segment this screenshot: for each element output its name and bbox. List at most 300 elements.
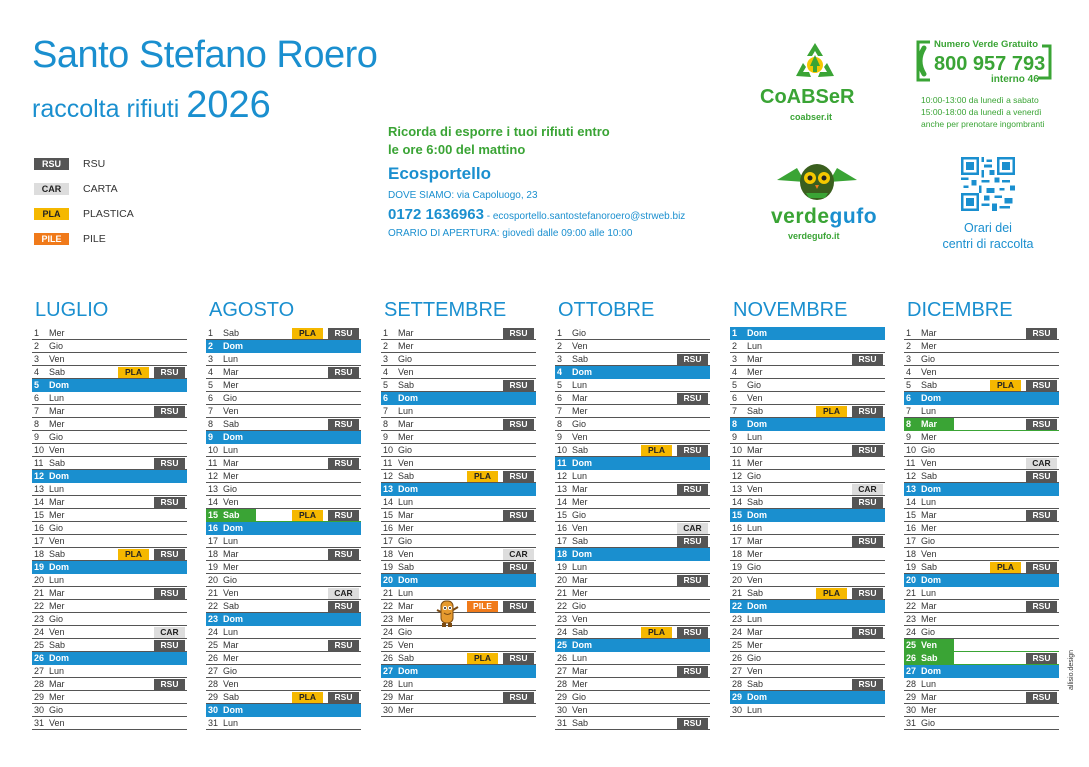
- day-row: [381, 496, 536, 509]
- weekday-name: Ven: [223, 588, 239, 598]
- rsu-collection-tag: RSU: [1026, 653, 1057, 664]
- sunday-row: [206, 522, 361, 535]
- owl-icon: [775, 160, 859, 202]
- weekday-name: Sab: [49, 367, 66, 377]
- weekday-name: Ven: [398, 640, 414, 650]
- day-row: [206, 548, 361, 561]
- month-column: [730, 300, 885, 717]
- ecosportello-phone[interactable]: 0172 1636963: [388, 206, 484, 223]
- reminder-text: [388, 123, 648, 159]
- day-number: 21: [732, 588, 743, 598]
- day-number: 13: [34, 484, 45, 494]
- weekday-name: Lun: [223, 536, 239, 546]
- day-row: [32, 613, 187, 626]
- day-number: 21: [383, 588, 394, 598]
- sunday-row: [730, 691, 885, 704]
- day-number: 18: [208, 549, 219, 559]
- weekday-name: Lun: [747, 341, 763, 351]
- weekday-name: Mer: [49, 692, 65, 702]
- day-number: 31: [906, 718, 917, 728]
- pla-collection-tag: PLA: [292, 328, 323, 339]
- rsu-collection-tag: RSU: [852, 588, 883, 599]
- day-row: [381, 431, 536, 444]
- car-collection-tag: CAR: [677, 523, 708, 534]
- day-number: 7: [906, 406, 912, 416]
- weekday-name: Ven: [398, 367, 414, 377]
- legend-item-car: [34, 182, 118, 196]
- day-number: 5: [383, 380, 389, 390]
- day-number: 15: [383, 510, 394, 520]
- rsu-collection-tag: RSU: [677, 536, 708, 547]
- day-row: [32, 548, 187, 561]
- day-number: 30: [557, 705, 568, 715]
- weekday-name: Mar: [49, 406, 65, 416]
- rsu-collection-tag: RSU: [677, 445, 708, 456]
- day-row: [555, 392, 710, 405]
- day-row: [381, 691, 536, 704]
- day-row: [32, 431, 187, 444]
- day-number: 26: [557, 653, 568, 663]
- pla-collection-tag: PLA: [292, 692, 323, 703]
- ecosportello-email[interactable]: - ecosportello.santostefanoroero@strweb.biz: [486, 211, 686, 222]
- day-number: 14: [208, 497, 219, 507]
- weekday-name: Ven: [49, 536, 65, 546]
- weekday-name: Mar: [49, 497, 65, 507]
- day-row: [730, 535, 885, 548]
- verdegufo-url[interactable]: verdegufo.it: [788, 231, 840, 241]
- day-number: 2: [34, 341, 40, 351]
- weekday-name: Lun: [398, 406, 414, 416]
- day-number: 29: [732, 692, 743, 702]
- day-number: 10: [208, 445, 219, 455]
- car-collection-tag: CAR: [1026, 458, 1057, 469]
- day-row: [555, 470, 710, 483]
- day-number: 14: [906, 497, 917, 507]
- rsu-collection-tag: RSU: [677, 393, 708, 404]
- weekday-name: Lun: [747, 705, 763, 715]
- day-number: 17: [383, 536, 394, 546]
- day-row: [904, 704, 1059, 717]
- day-number: 9: [34, 432, 40, 442]
- weekday-name: Sab: [921, 562, 938, 572]
- weekday-name: Mer: [921, 705, 937, 715]
- weekday-name: Mer: [49, 419, 65, 429]
- weekday-name: Lun: [398, 679, 414, 689]
- day-row: [32, 418, 187, 431]
- day-number: 8: [732, 419, 738, 429]
- weekday-name: Mer: [572, 679, 588, 689]
- weekday-name: Mer: [223, 653, 239, 663]
- weekday-name: Sab: [572, 718, 589, 728]
- weekday-name: Ven: [572, 523, 588, 533]
- day-number: 28: [383, 679, 394, 689]
- car-collection-tag: CAR: [154, 627, 185, 638]
- day-number: 25: [34, 640, 45, 650]
- weekday-name: Ven: [223, 406, 239, 416]
- day-row: [206, 470, 361, 483]
- day-number: 21: [557, 588, 568, 598]
- day-row: [730, 431, 885, 444]
- sunday-row: [381, 483, 536, 496]
- sunday-row: [206, 431, 361, 444]
- day-row: [206, 392, 361, 405]
- day-row: [730, 626, 885, 639]
- day-row: [555, 353, 710, 366]
- weekday-name: Mar: [398, 510, 414, 520]
- day-row: [206, 626, 361, 639]
- day-number: 6: [557, 393, 563, 403]
- weekday-name: Ven: [223, 679, 239, 689]
- day-number: 3: [383, 354, 389, 364]
- weekday-name: Gio: [223, 393, 238, 403]
- coabser-url[interactable]: coabser.it: [790, 112, 833, 122]
- day-number: 23: [208, 614, 219, 624]
- weekday-name: Dom: [49, 562, 69, 572]
- weekday-name: Lun: [747, 523, 763, 533]
- day-row: [381, 704, 536, 717]
- day-number: 26: [732, 653, 743, 663]
- rsu-swatch: RSU: [34, 158, 69, 170]
- day-number: 16: [208, 523, 219, 533]
- weekday-name: Dom: [921, 666, 941, 676]
- day-row: [206, 496, 361, 509]
- day-number: 21: [208, 588, 219, 598]
- day-number: 21: [906, 588, 917, 598]
- day-number: 31: [208, 718, 219, 728]
- weekday-name: Gio: [223, 575, 238, 585]
- day-row: [555, 431, 710, 444]
- weekday-name: Mar: [49, 588, 65, 598]
- day-row: [555, 600, 710, 613]
- day-number: 3: [34, 354, 40, 364]
- day-number: 12: [906, 471, 917, 481]
- day-row: [730, 574, 885, 587]
- weekday-name: Lun: [572, 562, 588, 572]
- rsu-collection-tag: RSU: [503, 419, 534, 430]
- day-number: 9: [906, 432, 912, 442]
- day-number: 2: [208, 341, 214, 351]
- day-number: 18: [557, 549, 568, 559]
- weekday-name: Dom: [223, 432, 243, 442]
- weekday-name: Mer: [572, 497, 588, 507]
- day-number: 1: [208, 328, 214, 338]
- weekday-name: Mar: [49, 679, 65, 689]
- pla-collection-tag: PLA: [641, 627, 672, 638]
- day-row: [730, 340, 885, 353]
- weekday-name: Dom: [572, 640, 592, 650]
- month-name: DICEMBRE: [907, 299, 1013, 321]
- rsu-collection-tag: RSU: [154, 497, 185, 508]
- day-number: 16: [34, 523, 45, 533]
- day-number: 25: [557, 640, 568, 650]
- rsu-collection-tag: RSU: [154, 458, 185, 469]
- rsu-collection-tag: RSU: [328, 328, 359, 339]
- weekday-name: Dom: [921, 484, 941, 494]
- weekday-name: Mar: [747, 536, 763, 546]
- pile-swatch: PILE: [34, 233, 69, 245]
- day-row: [555, 535, 710, 548]
- day-number: 24: [383, 627, 394, 637]
- day-number: 11: [557, 458, 567, 468]
- day-row: [555, 587, 710, 600]
- rsu-collection-tag: RSU: [328, 419, 359, 430]
- day-row: [32, 457, 187, 470]
- day-row: [904, 600, 1059, 613]
- day-number: 31: [34, 718, 45, 728]
- day-number: 12: [557, 471, 568, 481]
- day-row: [904, 626, 1059, 639]
- weekday-name: Mer: [921, 614, 937, 624]
- day-row: [904, 561, 1059, 574]
- rsu-collection-tag: RSU: [328, 601, 359, 612]
- weekday-name: Sab: [747, 406, 764, 416]
- day-row: [32, 405, 187, 418]
- day-row: [904, 496, 1059, 509]
- day-row: [32, 587, 187, 600]
- weekday-name: Mer: [398, 614, 414, 624]
- day-number: 9: [383, 432, 389, 442]
- day-number: 20: [383, 575, 394, 585]
- weekday-name: Sab: [49, 549, 66, 559]
- weekday-name: Sab: [572, 354, 589, 364]
- day-row: [730, 366, 885, 379]
- rsu-collection-tag: RSU: [677, 666, 708, 677]
- sunday-row: [730, 600, 885, 613]
- day-number: 5: [557, 380, 563, 390]
- day-number: 20: [34, 575, 45, 585]
- sunday-row: [206, 340, 361, 353]
- rsu-collection-tag: RSU: [1026, 692, 1057, 703]
- weekday-name: Gio: [572, 692, 587, 702]
- weekday-name: Sab: [398, 653, 415, 663]
- day-number: 11: [732, 458, 742, 468]
- day-row: [904, 509, 1059, 522]
- day-row: [32, 535, 187, 548]
- holiday-row: [206, 509, 361, 522]
- weekday-name: Gio: [921, 354, 936, 364]
- numero-verde-label: Numero Verde Gratuito: [934, 39, 1038, 50]
- rsu-collection-tag: RSU: [1026, 562, 1057, 573]
- day-number: 10: [906, 445, 917, 455]
- day-number: 7: [732, 406, 738, 416]
- weekday-name: Lun: [223, 354, 239, 364]
- month-column: [206, 300, 361, 730]
- rsu-collection-tag: RSU: [1026, 380, 1057, 391]
- weekday-name: Gio: [572, 328, 587, 338]
- day-row: [206, 561, 361, 574]
- day-number: 20: [557, 575, 568, 585]
- day-row: [206, 327, 361, 340]
- weekday-name: Sab: [572, 627, 589, 637]
- day-row: [32, 327, 187, 340]
- day-row: [206, 574, 361, 587]
- day-number: 3: [557, 354, 563, 364]
- weekday-name: Gio: [572, 601, 587, 611]
- weekday-name: Mer: [223, 380, 239, 390]
- weekday-name: Sab: [572, 536, 589, 546]
- day-number: 22: [906, 601, 917, 611]
- weekday-name: Mer: [921, 523, 937, 533]
- sunday-row: [730, 418, 885, 431]
- day-number: 22: [34, 601, 45, 611]
- weekday-name: Mar: [921, 601, 937, 611]
- day-row: [381, 561, 536, 574]
- weekday-name: Dom: [921, 575, 941, 585]
- day-number: 20: [732, 575, 743, 585]
- weekday-name: Dom: [747, 692, 767, 702]
- weekday-name: Gio: [49, 705, 64, 715]
- day-row: [555, 665, 710, 678]
- day-row: [32, 678, 187, 691]
- weekday-name: Mer: [223, 562, 239, 572]
- sunday-row: [381, 574, 536, 587]
- day-number: 8: [383, 419, 389, 429]
- day-number: 7: [34, 406, 40, 416]
- sunday-row: [32, 470, 187, 483]
- day-row: [904, 613, 1059, 626]
- day-row: [381, 444, 536, 457]
- rsu-collection-tag: RSU: [677, 575, 708, 586]
- rsu-collection-tag: RSU: [154, 406, 185, 417]
- day-row: [730, 587, 885, 600]
- rsu-collection-tag: RSU: [677, 484, 708, 495]
- reminder-line: le ore 6:00 del mattino: [388, 142, 526, 157]
- weekday-name: Mer: [398, 341, 414, 351]
- weekday-name: Ven: [572, 614, 588, 624]
- day-number: 13: [732, 484, 743, 494]
- day-number: 30: [34, 705, 45, 715]
- sunday-row: [32, 561, 187, 574]
- day-row: [904, 457, 1059, 470]
- day-row: [32, 392, 187, 405]
- day-row: [206, 483, 361, 496]
- day-row: [730, 483, 885, 496]
- day-row: [32, 574, 187, 587]
- day-row: [32, 717, 187, 730]
- day-row: [555, 613, 710, 626]
- month-column: [555, 300, 710, 730]
- legend-label: PLASTICA: [83, 208, 134, 220]
- weekday-name: Mar: [223, 640, 239, 650]
- day-row: [206, 639, 361, 652]
- weekday-name: Mer: [398, 432, 414, 442]
- sunday-row: [904, 665, 1059, 678]
- weekday-name: Gio: [398, 627, 413, 637]
- weekday-name: Dom: [572, 549, 592, 559]
- day-number: 26: [383, 653, 394, 663]
- day-row: [730, 639, 885, 652]
- weekday-name: Ven: [921, 458, 937, 468]
- day-row: [206, 600, 361, 613]
- sunday-row: [555, 457, 710, 470]
- day-number: 14: [732, 497, 743, 507]
- day-number: 6: [34, 393, 40, 403]
- day-row: [730, 353, 885, 366]
- sunday-row: [555, 366, 710, 379]
- weekday-name: Mar: [747, 354, 763, 364]
- day-row: [381, 652, 536, 665]
- weekday-name: Lun: [223, 445, 239, 455]
- day-row: [32, 353, 187, 366]
- legend-label: RSU: [83, 158, 106, 170]
- weekday-name: Dom: [398, 393, 418, 403]
- day-number: 17: [208, 536, 219, 546]
- rsu-collection-tag: RSU: [852, 679, 883, 690]
- weekday-name: Dom: [572, 367, 592, 377]
- pla-collection-tag: PLA: [990, 380, 1021, 391]
- numero-verde-hours: 15:00-18:00 da lunedì a venerdì: [921, 107, 1042, 117]
- day-number: 10: [34, 445, 45, 455]
- day-number: 1: [557, 328, 563, 338]
- weekday-name: Mer: [49, 510, 65, 520]
- day-row: [904, 717, 1059, 730]
- day-row: [730, 548, 885, 561]
- day-number: 2: [732, 341, 738, 351]
- sunday-row: [904, 574, 1059, 587]
- day-number: 27: [208, 666, 219, 676]
- day-row: [381, 340, 536, 353]
- logo-part: verde: [771, 205, 830, 228]
- day-number: 13: [906, 484, 917, 494]
- weekday-name: Lun: [49, 666, 65, 676]
- rsu-collection-tag: RSU: [1026, 601, 1057, 612]
- day-row: [555, 626, 710, 639]
- day-row: [730, 522, 885, 535]
- day-number: 6: [383, 393, 389, 403]
- weekday-name: Dom: [572, 458, 592, 468]
- rsu-collection-tag: RSU: [852, 354, 883, 365]
- weekday-name: Ven: [398, 458, 414, 468]
- legend-item-pla: [34, 207, 134, 221]
- pla-collection-tag: PLA: [467, 471, 498, 482]
- weekday-name: Gio: [747, 562, 762, 572]
- weekday-name: Sab: [223, 510, 240, 520]
- pla-collection-tag: PLA: [118, 367, 149, 378]
- day-number: 5: [34, 380, 40, 390]
- day-number: 6: [208, 393, 214, 403]
- day-number: 26: [208, 653, 219, 663]
- day-row: [904, 678, 1059, 691]
- weekday-name: Gio: [398, 354, 413, 364]
- day-number: 10: [732, 445, 743, 455]
- rsu-collection-tag: RSU: [328, 640, 359, 651]
- weekday-name: Ven: [921, 367, 937, 377]
- day-row: [381, 353, 536, 366]
- day-number: 5: [906, 380, 912, 390]
- weekday-name: Ven: [572, 432, 588, 442]
- weekday-name: Gio: [572, 419, 587, 429]
- day-row: [904, 522, 1059, 535]
- legend-label: PILE: [83, 233, 106, 245]
- day-number: 27: [732, 666, 743, 676]
- day-number: 24: [732, 627, 743, 637]
- day-row: [32, 496, 187, 509]
- sunday-row: [904, 483, 1059, 496]
- day-row: [206, 379, 361, 392]
- numero-verde-number[interactable]: 800 957 793: [934, 53, 1046, 75]
- rsu-collection-tag: RSU: [503, 471, 534, 482]
- weekday-name: Dom: [49, 653, 69, 663]
- weekday-name: Sab: [223, 692, 240, 702]
- weekday-name: Sab: [223, 601, 240, 611]
- sunday-row: [555, 639, 710, 652]
- weekday-name: Dom: [223, 705, 243, 715]
- rsu-collection-tag: RSU: [1026, 510, 1057, 521]
- day-number: 14: [34, 497, 45, 507]
- day-number: 9: [557, 432, 563, 442]
- qr-code-icon[interactable]: [961, 157, 1015, 211]
- weekday-name: Sab: [747, 588, 764, 598]
